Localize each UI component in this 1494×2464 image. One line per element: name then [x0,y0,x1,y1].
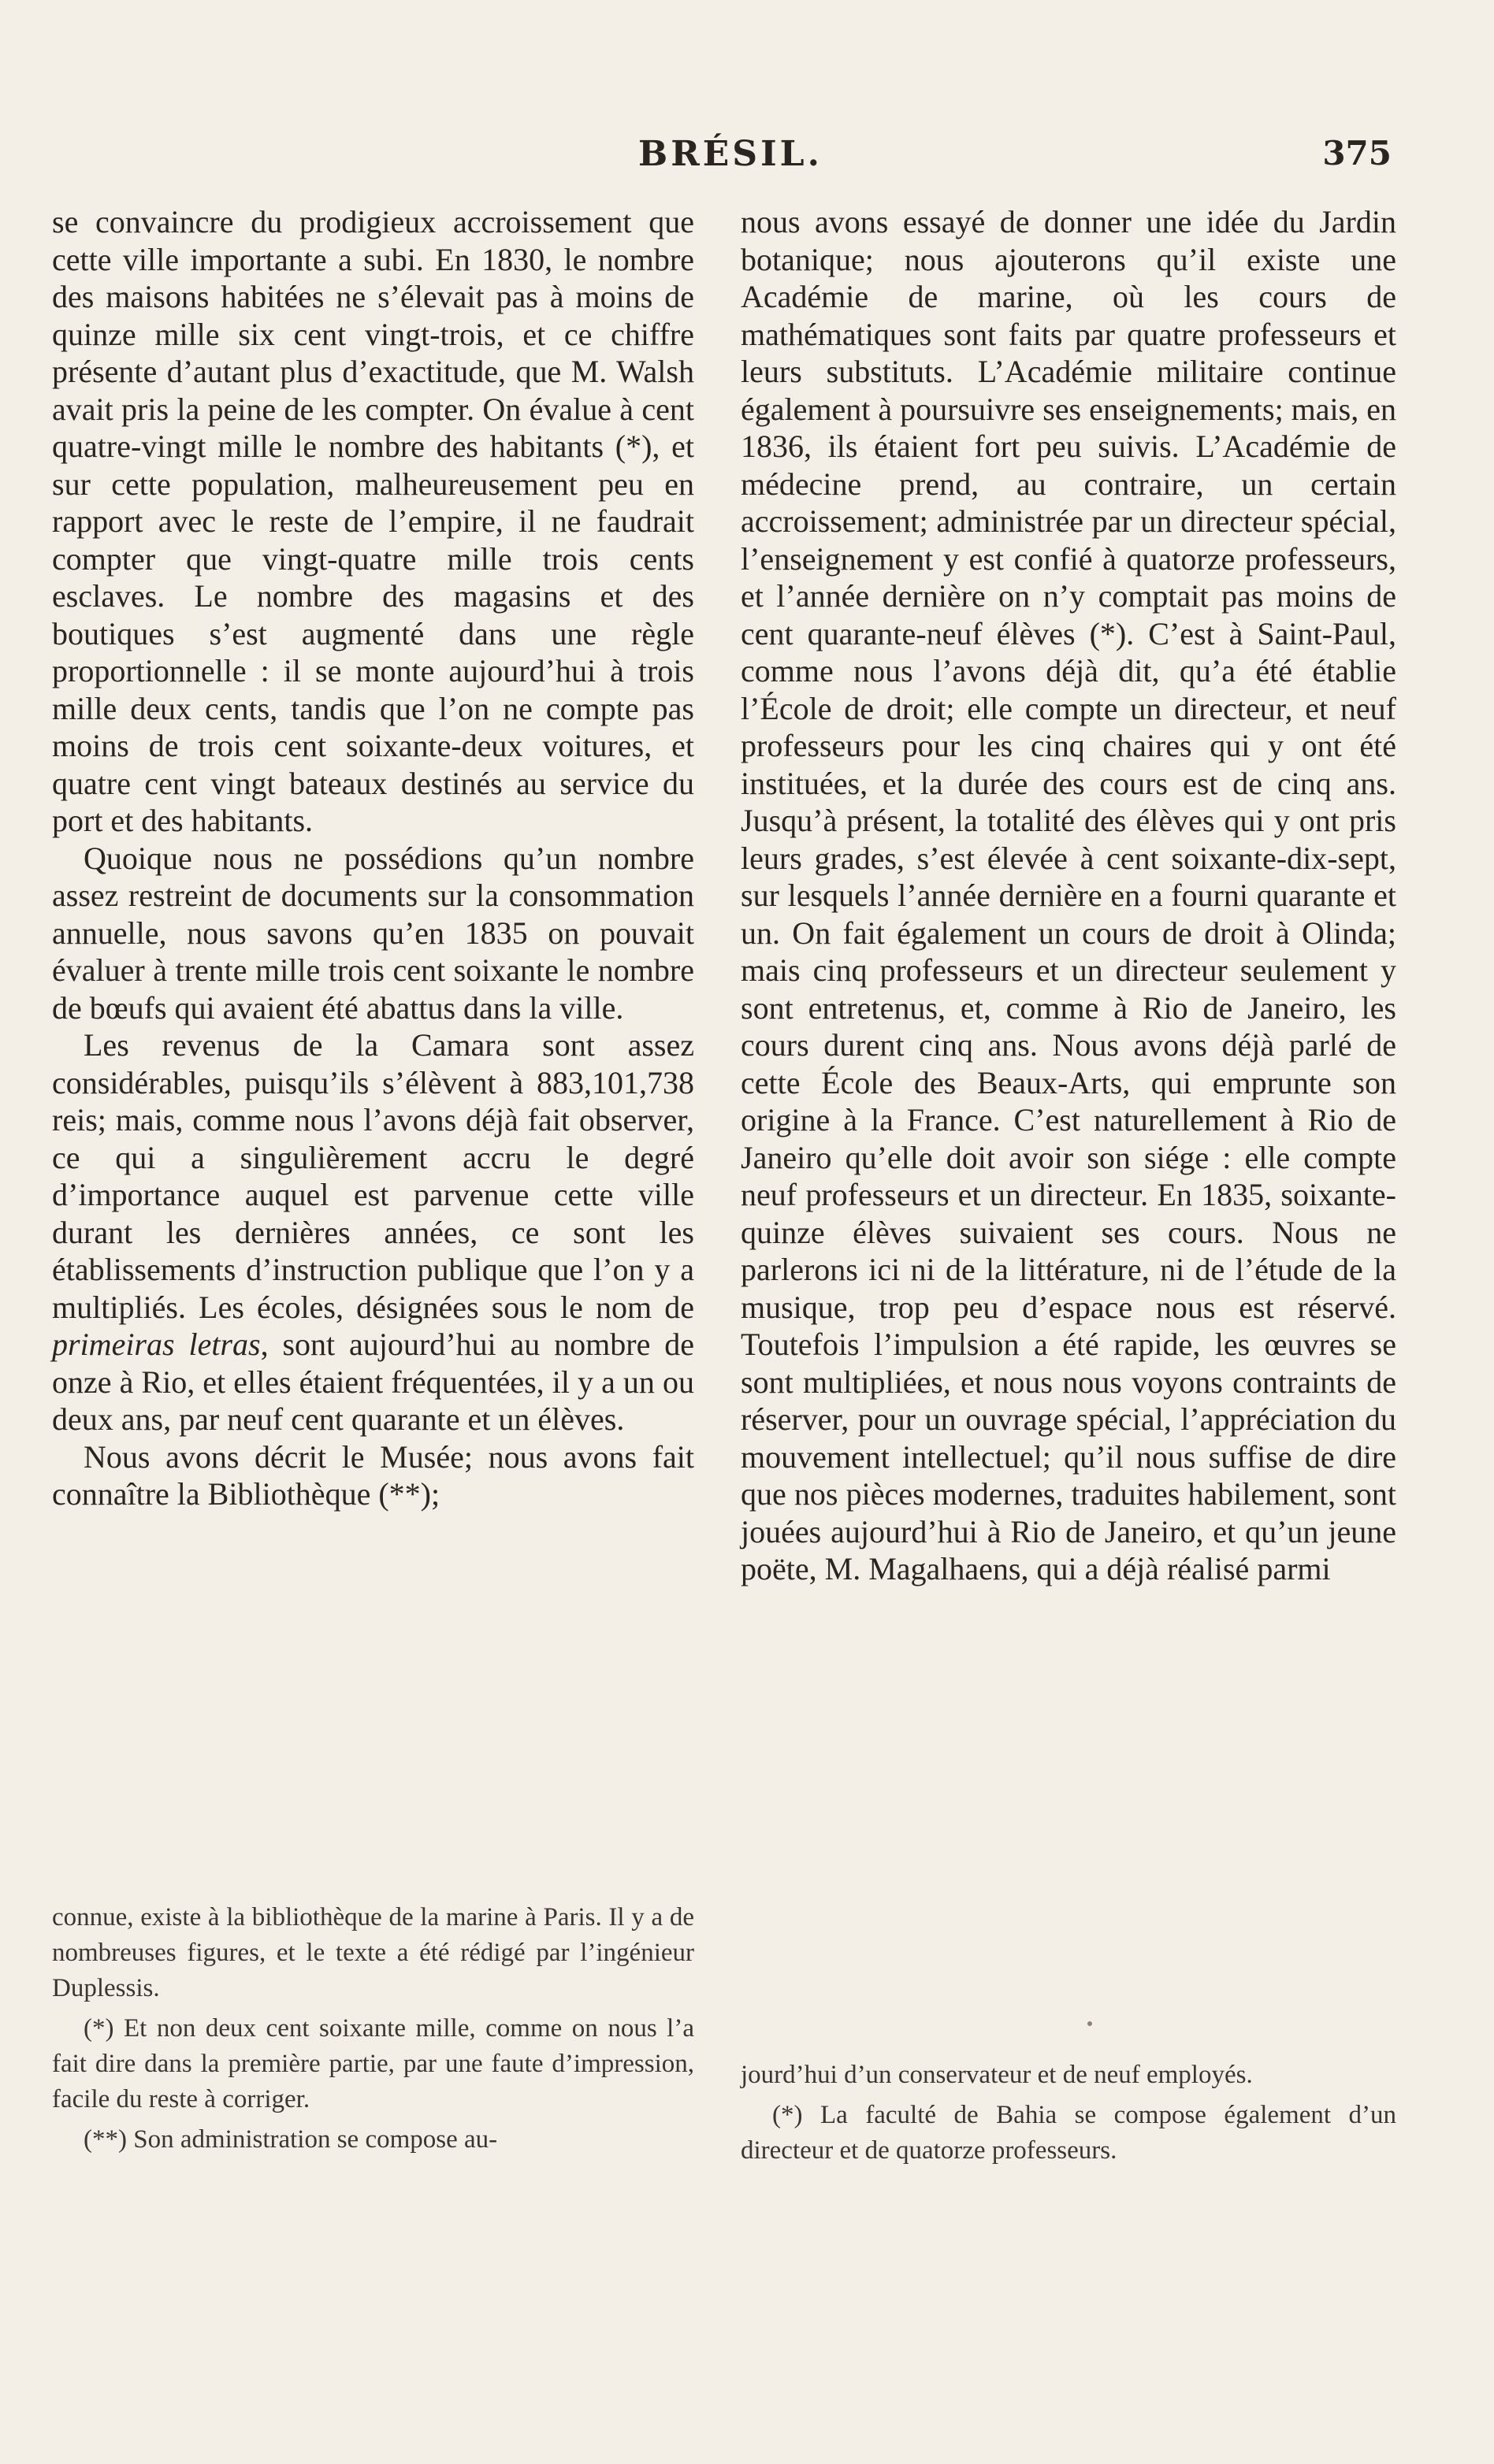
footnote-double-star: (**) Son administration se compose au- [84,2125,498,2154]
left-column [52,203,694,1513]
left-paragraph-1: se convaincre du prodigieux accroissement que cette ville importante a subi. En 1830, le nombre des maisons habitées ne s’élevait pas à moins de quinze mille six cent vingt-trois, et ce chiffre présente d’autant plus d’exactitude, que M. Walsh avait pris la peine de les compter. On évalue à cent quatre-vingt mille le nombre des habitants (*), et sur cette population, malheureusement peu en rapport avec le reste de l’empire, il ne faudrait compter que vingt-quatre mille trois cents esclaves. Le nombre des magasins et des boutiques s’est augmenté dans une règle proportionnelle : il se monte aujourd’hui à trois mille deux cents, tandis que l’on ne compte pas moins de trois cent soixante-deux voitures, et quatre cent vingt bateaux destinés au service du port et des habitants. [52,204,694,838]
italic-term: primeiras letras [52,1327,261,1362]
left-paragraph-3 [52,1026,694,1438]
footnote-continuation-right: jourd’hui d’un conservateur et de neuf employés. [741,2061,1253,2089]
right-footnotes [741,2058,1396,2173]
left-paragraph-3-start: Les revenus de la Camara sont assez considérables, puisqu’ils s’élèvent à 883,101,738 reis; mais, comme nous l’avons déjà fait observer, ce qui a singulièrement accru le degré d’importance auquel est parvenue cette ville durant les dernières années, ce sont les établissements d’instruction publique que l’on y a multipliés. Les écoles, désignées sous le nom de [52,1027,694,1325]
left-paragraph-3-end: , sont aujourd’hui au nombre de onze à Rio, et elles étaient fréquentées, il y a un ou deux ans, par neuf cent quarante et un élèves. [52,1327,695,1437]
left-footnotes [52,1900,694,2162]
page-number: 375 [1322,134,1392,173]
footnote-mark-dot [1087,2021,1092,2026]
page-header [0,134,1494,181]
right-column [741,203,1396,1588]
footnote-star: (*) Et non deux cent soixante mille, comme on nous l’a fait dire dans la première partie, par une faute d’impression, facile du reste à corriger. [52,2014,694,2113]
footnote-continuation: connue, existe à la bibliothèque de la marine à Paris. Il y a de nombreuses figures, et le texte a été rédigé par l’ingénieur Duplessis. [52,1903,694,2002]
left-paragraph-4: Nous avons décrit le Musée; nous avons fait connaître la Bibliothèque (**); [52,1438,694,1512]
footnote-star-right: (*) La faculté de Bahia se compose également d’un directeur et de quatorze professeurs. [741,2101,1396,2165]
running-title: BRÉSIL. [638,134,823,174]
left-paragraph-2: Quoique nous ne possédions qu’un nombre assez restreint de documents sur la consommation annuelle, nous savons qu’en 1835 on pouvait évaluer à trente mille trois cent soixante le nombre de bœufs qui avaient été abattus dans la ville. [52,840,694,1026]
right-paragraph-1: nous avons essayé de donner une idée du Jardin botanique; nous ajouterons qu’il existe une Académie de marine, où les cours de mathématiques sont faits par quatre professeurs et leurs substituts. L’Académie militaire continue également à poursuivre ses enseignements; mais, en 1836, ils étaient fort peu suivis. L’Académie de médecine prend, au contraire, un certain accroissement; administrée par un directeur spécial, l’enseignement y est confié à quatorze professeurs, et l’année dernière on n’y comptait pas moins de cent quarante-neuf élèves (*). C’est à Saint-Paul, comme nous l’avons déjà dit, qu’a été établie l’École de droit; elle compte un directeur, et neuf professeurs pour les cinq chaires qui y ont été instituées, et la durée des cours est de cinq ans. Jusqu’à présent, la totalité des élèves qui y ont pris leurs grades, s’est élevée à cent soixante-dix-sept, sur lesquels l’année dernière en a fourni quarante et un. On fait également un cours de droit à Olinda; mais cinq professeurs et un directeur seulement y sont entretenus, et, comme à Rio de Janeiro, les cours durent cinq ans. Nous avons déjà parlé de cette École des Beaux-Arts, qui emprunte son origine à la France. C’est naturellement à Rio de Janeiro qu’elle doit avoir son siége : elle compte neuf professeurs et un directeur. En 1835, soixante-quinze élèves suivaient ses cours. Nous ne parlerons ici ni de la littérature, ni de l’étude de la musique, trop peu d’espace nous est réservé. Toutefois l’impulsion a été rapide, les œuvres se sont multipliées, et nous nous voyons contraints de réserver, pour un ouvrage spécial, l’appréciation du mouvement intellectuel; qu’il nous suffise de dire que nos pièces modernes, traduites habilement, sont jouées aujourd’hui à Rio de Janeiro, et qu’un jeune poëte, M. Magalhaens, qui a déjà réalisé parmi [741,204,1396,1586]
